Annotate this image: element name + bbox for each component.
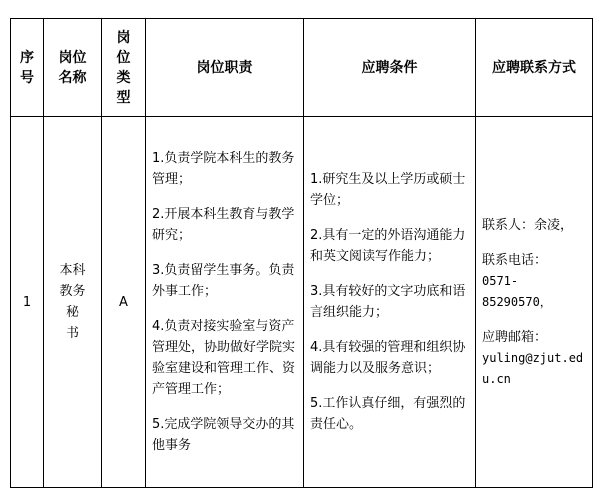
header-row bbox=[11, 19, 593, 117]
contact-email-address[interactable]: yuling@zjut.edu.cn bbox=[482, 350, 584, 386]
contact-email-label: 应聘邮箱： bbox=[482, 329, 548, 345]
header-seq-line: 序 bbox=[20, 49, 34, 66]
row-seq: 1 bbox=[11, 117, 44, 488]
row-duties bbox=[146, 117, 304, 488]
header-type-line: 型 bbox=[116, 89, 131, 106]
duty-item: 2.开展本科生教育与教学研究； bbox=[152, 207, 295, 243]
position-name-line: 书 bbox=[65, 326, 79, 341]
table-row bbox=[11, 117, 593, 488]
header-type-line: 岗 bbox=[116, 29, 131, 46]
duty-item: 1.负责学院本科生的教务管理； bbox=[152, 151, 295, 187]
duty-item: 5.完成学院领导交办的其他事务 bbox=[152, 417, 295, 453]
position-name-line: 本科 bbox=[59, 263, 86, 278]
row-position-name bbox=[44, 117, 102, 488]
contact-email bbox=[482, 327, 586, 390]
header-type-line: 类 bbox=[116, 69, 131, 86]
position-name-line: 教务 bbox=[59, 284, 86, 299]
row-position-type: A bbox=[102, 117, 146, 488]
contact-person: 联系人：余凌， bbox=[482, 217, 574, 233]
duty-item: 3.负责留学生事务。负责外事工作； bbox=[152, 263, 295, 299]
header-seq-line: 号 bbox=[20, 69, 34, 86]
header-name bbox=[44, 19, 102, 117]
recruitment-table bbox=[10, 18, 593, 488]
contact-phone-label: 联系电话： bbox=[482, 252, 548, 268]
requirement-item: 4.具有较强的管理和组织协调能力以及服务意识； bbox=[310, 340, 466, 376]
requirement-item: 5.工作认真仔细，有强烈的责任心。 bbox=[310, 396, 466, 432]
requirement-item: 3.具有较好的文字功底和语言组织能力； bbox=[310, 284, 466, 320]
header-name-line: 岗位 bbox=[58, 49, 87, 66]
contact-phone-number: 0571-85290570， bbox=[482, 273, 552, 309]
requirement-item: 1.研究生及以上学历或硕士学位； bbox=[310, 172, 466, 208]
header-duty: 岗位职责 bbox=[146, 19, 304, 117]
header-type bbox=[102, 19, 146, 117]
position-name-line: 秘 bbox=[65, 305, 79, 320]
duty-item: 4.负责对接实验室与资产管理处，协助做好学院实验室建设和管理工作、资产管理工作； bbox=[152, 319, 296, 397]
header-contact: 应聘联系方式 bbox=[476, 19, 593, 117]
header-name-line: 名称 bbox=[58, 69, 87, 86]
header-type-line: 位 bbox=[116, 49, 131, 66]
row-contact bbox=[476, 117, 593, 488]
row-requirements bbox=[304, 117, 476, 488]
requirement-item: 2.具有一定的外语沟通能力和英文阅读写作能力； bbox=[310, 228, 466, 264]
contact-phone bbox=[482, 250, 586, 313]
header-seq bbox=[11, 19, 44, 117]
header-requirements: 应聘条件 bbox=[304, 19, 476, 117]
